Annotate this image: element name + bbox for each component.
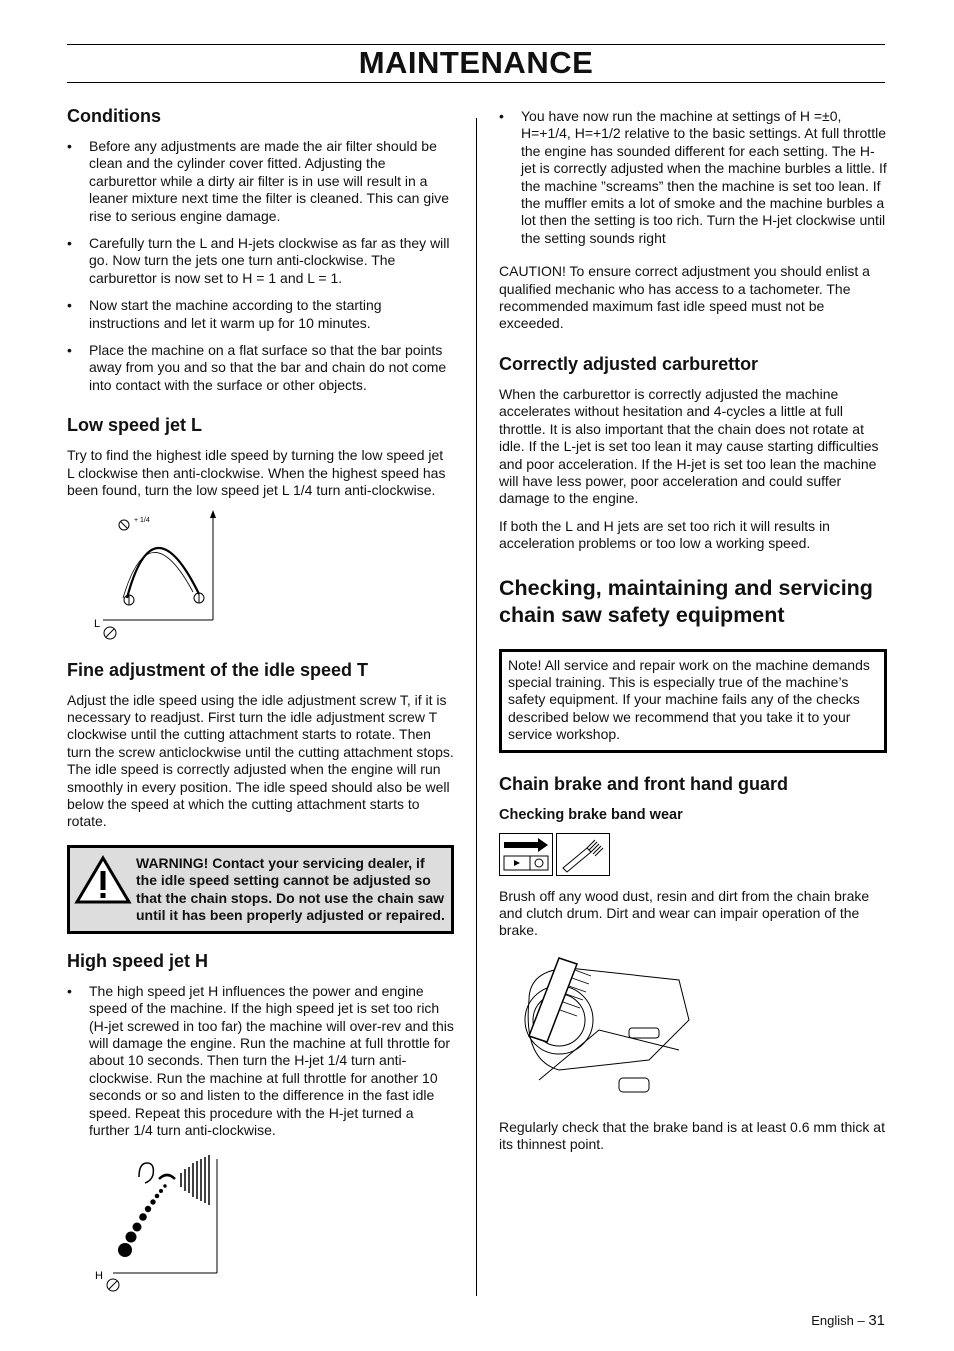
page-number: 31 [868,1312,885,1329]
list-item: • The high speed jet H influences the power and engine speed of the machine. If the high speed jet is set too rich (H-jet screwed in too far) the machine will over-rev and this will damage the engine. Run the machine at full throttle for about 10 seconds. Then turn the H-jet 1/4 turn anti-clockwise. Run the machine at full throttle for another 10 seconds or so and listen to the difference in the fast idle speed. Repeat this procedure with the H-jet turned a further 1/4 turn anti-clockwise. [67,983,454,1140]
conditions-heading: Conditions [67,106,161,126]
svg-text:+ 1/4: + 1/4 [134,516,150,524]
low-speed-heading: Low speed jet L [67,415,203,436]
brush-off-text: Brush off any wood dust, resin and dirt from the chain brake and clutch drum. Dirt and wear can impair operation of the brake. [499,887,870,939]
brush-icon [556,833,610,876]
list-item: • Carefully turn the L and H-jets clockwise as far as they will go. Now turn the jets one turn anti-clockwise. The carburettor is now set to H = 1 and L = 1. [67,235,454,287]
list-item: • Before any adjustments are made the air filter should be clean and the cylinder cover fitted. Adjusting the carburettor while a dirty air filter is in use will result in a leaner mixture next time the filter is cleaned. This can give rise to serious engine damage. [67,138,454,225]
note-box [499,649,887,753]
warning-triangle-icon [74,855,136,925]
column-divider [476,118,477,1296]
list-item: • You have now run the machine at settings of H =±0, H=+1/4, H=+1/2 relative to the basic settings. At full throttle the engine has sounded different for each setting. The H-jet is correctly adjusted when the machine burbles a little. If the machine ”screams” then the machine is set too lean. If the muffler emits a lot of smoke and the machine burbles a lot then the setting is too rich. Turn the H-jet clockwise until the setting sounds right [499,108,887,247]
right-column [499,108,887,1164]
left-column [67,105,454,1314]
correct-carb-text-1: When the carburettor is correctly adjusted the machine accelerates without hesitation and 4-cycles a little at full throttle. It is also important that the chain does not rotate at idle. If the L-jet is set too lean it may cause starting difficulties and poor acceleration. If the H-jet is set too lean the machine will have less power, poor acceleration and could suffer damage to the engine. [499,385,879,507]
high-speed-list [67,983,454,1140]
idle-speed-text: Adjust the idle speed using the idle adjustment screw T, if it is necessary to readjust. First turn the idle adjustment screw T clockwise until the cutting attachment starts to rotate. Then turn the screw anticlockwise until the cutting attachment stops. The idle speed is correctly adjusted when the engine will run smoothly in every position. The idle speed should also be well below the speed at which the cutting attachment starts to rotate. [67,691,454,830]
high-speed-heading: High speed jet H [67,950,209,971]
correct-carb-text-2: If both the L and H jets are set too rich it will results in acceleration problems or too low a working speed. [499,517,830,552]
conditions-list [67,138,454,394]
footer-language: English [811,1313,854,1328]
low-speed-text: Try to find the highest idle speed by turning the low speed jet L clockwise then anti-clockwise. When the highest speed has been found, turn the low speed jet L 1/4 turn anti-clockwise. [67,447,446,499]
h-label: H [95,1270,103,1283]
brake-band-subheading: Checking brake band wear [499,806,683,823]
page-footer: English – 31 [811,1312,885,1329]
page-header [67,44,885,83]
page-title: MAINTENANCE [358,45,594,80]
l-label: L [94,617,101,630]
chain-brake-heading: Chain brake and front hand guard [499,773,789,794]
right-list [499,108,887,247]
note-text: Note! All service and repair work on the machine demands special training. This is especially true of the machine’s safety equipment. If your machine fails any of the checks described below we recommend that you take it to your service workshop. [508,656,870,743]
icon-row [499,833,887,876]
high-speed-figure [67,1155,454,1300]
warning-box [67,845,454,934]
correct-carb-heading: Correctly adjusted carburettor [499,353,759,374]
caution-text: CAUTION! To ensure correct adjustment you should enlist a qualified mechanic who has access to a tachometer. The recommended maximum fast idle speed must not be exceeded. [499,263,870,332]
safety-equipment-heading: Checking, maintaining and servicing chain saw safety equipment [499,575,873,627]
chain-brake-figure [499,950,887,1105]
chain-brake-illustration [499,950,699,1100]
warning-text: WARNING! Contact your servicing dealer, if the idle speed setting cannot be adjusted so that the chain stops. Do not use the chain saw until it has been properly adjusted or repaired. [136,854,445,924]
list-item: • Place the machine on a flat surface so that the bar points away from you and so that the bar and chain do not come into contact with the surface or other objects. [67,342,454,394]
list-item: • Now start the machine according to the starting instructions and let it warm up for 10 minutes. [67,297,454,332]
arrow-reference-icon [499,833,553,876]
ear-rpm-illustration [67,1155,227,1295]
idle-speed-heading: Fine adjustment of the idle speed T [67,659,369,680]
rpm-curve-illustration [67,510,227,640]
low-speed-figure [67,510,454,645]
brake-band-thickness-text: Regularly check that the brake band is at least 0.6 mm thick at its thinnest point. [499,1118,885,1153]
